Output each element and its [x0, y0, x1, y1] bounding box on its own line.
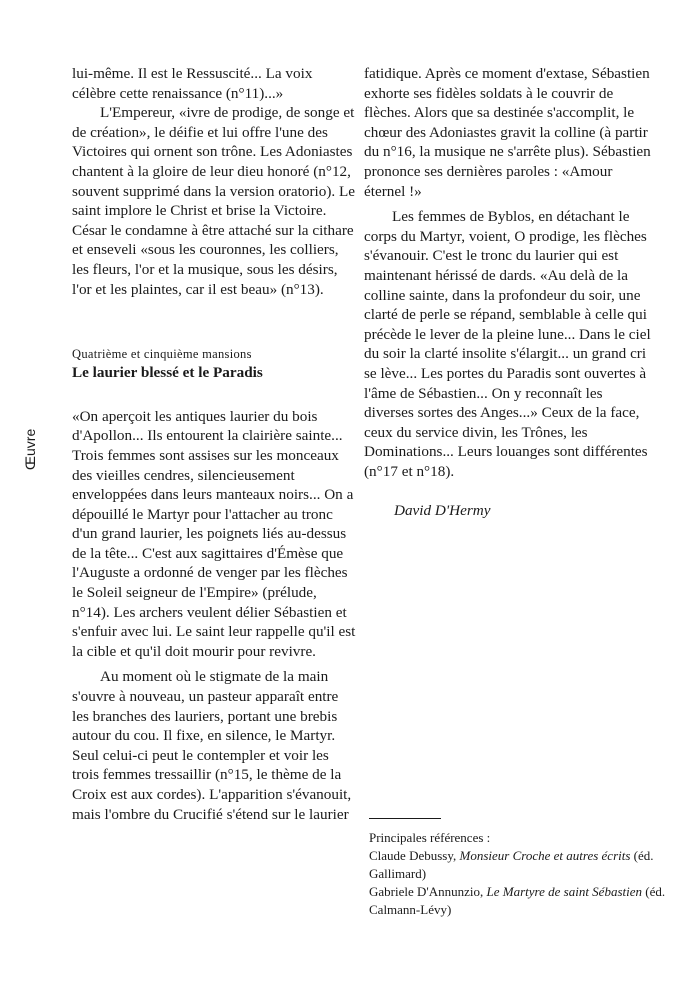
- references-block: [369, 818, 669, 919]
- reference-1-title: Monsieur Croche et autres écrits: [459, 848, 631, 863]
- left-column: [72, 64, 358, 824]
- section-title: Le laurier blessé et le Paradis: [72, 364, 263, 382]
- right-paragraph-2: Les femmes de Byblos, en détachant le corps du Martyr, voient, O prodige, les flèches s'évanouir. C'est le tronc du laurier qui est maintenant hérissé de dards. «Au delà de la colline sainte, dans la profondeur du soir, une clarté de perle se répand, semblable à celle qui précède le lever de la pleine lune... Dans le ciel du soir la clarté insolite s'élargit... un grand cri se lève... Les portes du Paradis sont ouvertes à l'âme de Sébastien... On y reconnaît les diverses sortes des Anges...» Ceux de la face, ceux du service divin, les Trônes, les Dominations... Leurs louanges sont différentes (n°17 et n°18).: [364, 208, 651, 480]
- left-paragraph-2: L'Empereur, «ivre de prodige, de songe et de création», le déifie et lui offre l'une des Victoires qui ornent son trône. Les Adoniastes chantent à la gloire de leur dieu honoré (n°12, souvent supprimé dans la version oratorio). Le saint implore le Christ et brise la Victoire. César le condamne à être attaché sur la cithare et enseveli «sous les couronnes, les colliers, les fleurs, l'or et la musique, sous les désirs, l'or et les plaintes, car il est beau» (n°13).: [72, 104, 356, 298]
- section-kicker: Quatrième et cinquième mansions: [72, 347, 252, 362]
- reference-2-publisher: (éd. Calmann-Lévy): [369, 884, 666, 917]
- references-heading: Principales références :: [369, 830, 491, 845]
- side-section-label: Œuvre: [22, 428, 38, 470]
- reference-1-publisher: (éd. Gallimard): [369, 848, 654, 881]
- right-paragraph-1: fatidique. Après ce moment d'extase, Sébastien exhorte ses fidèles soldats à le couvrir de flèches. Alors que sa destinée s'accomplit, le chœur des Adoniastes gravit la colline (à partir du n°16, la musique ne s'arrête plus). Sébastien prononce ses dernières paroles : «Amour éternel !»: [364, 65, 651, 200]
- reference-2: [369, 883, 669, 919]
- reference-1: [369, 847, 669, 883]
- left-paragraph-3: «On aperçoit les antiques laurier du bois d'Apollon... Ils entourent la clairière sainte... Trois femmes sont assises sur les monceaux des vieilles cendres, silencieusement enveloppées dans leurs manteaux noirs... On a dépouillé le Martyr pour l'attacher au tronc d'un grand laurier, les poignets liés au-dessus de la tête... C'est aux sagittaires d'Émèse que l'Auguste a ordonné de venger par les flèches le Soleil seigneur de l'Empire» (prélude, n°14). Les archers veulent délier Sébastien et s'enfuir avec lui. Le saint leur rappelle qu'il est la cible et qu'il doit mourir pour revivre.: [72, 407, 356, 660]
- right-column: [364, 64, 652, 521]
- left-paragraph-1: lui-même. Il est le Ressuscité... La voix célèbre cette renaissance (n°11)...»: [72, 65, 313, 102]
- reference-1-author: Claude Debussy,: [369, 848, 460, 863]
- reference-2-title: Le Martyre de saint Sébastien: [486, 884, 643, 899]
- author-signature: David D'Hermy: [394, 502, 491, 520]
- reference-2-author: Gabriele D'Annunzio,: [369, 884, 487, 899]
- references-rule: [369, 818, 441, 819]
- left-paragraph-4: Au moment où le stigmate de la main s'ouvre à nouveau, un pasteur apparaît entre les branches des lauriers, portant une brebis autour du cou. Il fixe, en silence, le Martyr. Seul celui-ci peut le contempler et voir les trois femmes tressaillir (n°15, le thème de la Croix est aux cordes). L'apparition s'évanouit, mais l'ombre du Crucifié s'étend sur le laurier: [72, 668, 352, 823]
- section-heading: [72, 345, 358, 383]
